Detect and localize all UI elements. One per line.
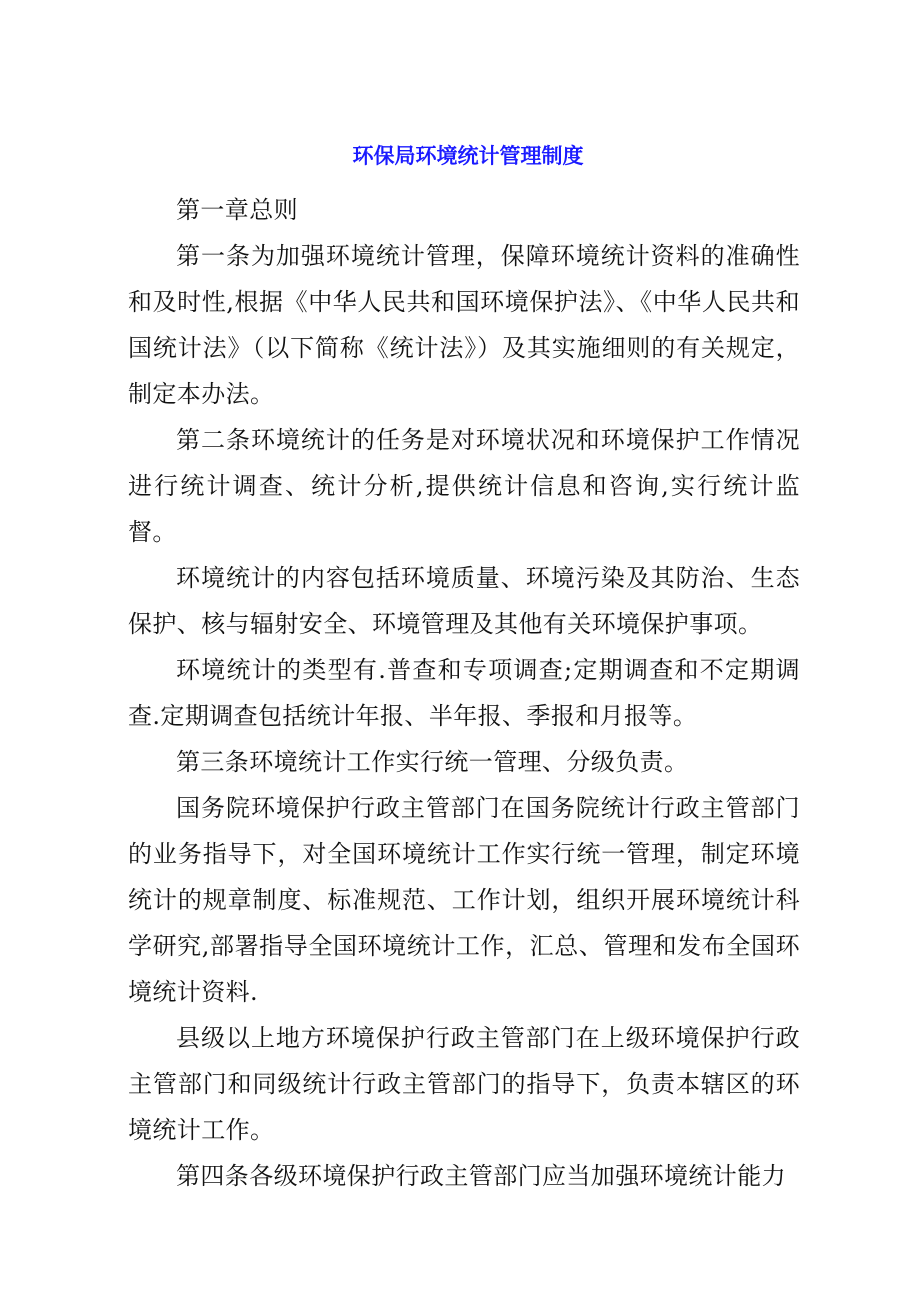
- article-2-types: 环境统计的类型有.普查和专项调查;定期调查和不定期调查.定期调查包括统计年报、半年报、季报和月报等。: [128, 656, 800, 730]
- article-2: 第二条环境统计的任务是对环境状况和环境保护工作情况进行统计调查、统计分析,提供统计信息和咨询,实行统计监督。: [128, 426, 800, 546]
- article-3: 第三条环境统计工作实行统一管理、分级负责。: [176, 748, 689, 776]
- article-2-content: 环境统计的内容包括环境质量、环境污染及其防治、生态保护、核与辐射安全、环境管理及其他有关环境保护事项。: [128, 564, 800, 638]
- chapter-heading: 第一章总则: [176, 196, 298, 224]
- article-4: 第四条各级环境保护行政主管部门应当加强环境统计能力: [176, 1162, 786, 1190]
- article-3-local: 县级以上地方环境保护行政主管部门在上级环境保护行政主管部门和同级统计行政主管部门的指导下，负责本辖区的环境统计工作。: [128, 1024, 800, 1144]
- article-3-state-council: 国务院环境保护行政主管部门在国务院统计行政主管部门的业务指导下，对全国环境统计工作实行统一管理，制定环境统计的规章制度、标准规范、工作计划，组织开展环境统计科学研究,部署指导全国环境统计工作，汇总、管理和发布全国环境统计资料.: [128, 794, 800, 1006]
- article-1: 第一条为加强环境统计管理，保障环境统计资料的准确性和及时性,根据《中华人民共和国环境保护法》、《中华人民共和国统计法》（以下简称《统计法》）及其实施细则的有关规定，制定本办法。: [128, 242, 800, 408]
- document-title: 环保局环境统计管理制度: [352, 144, 584, 168]
